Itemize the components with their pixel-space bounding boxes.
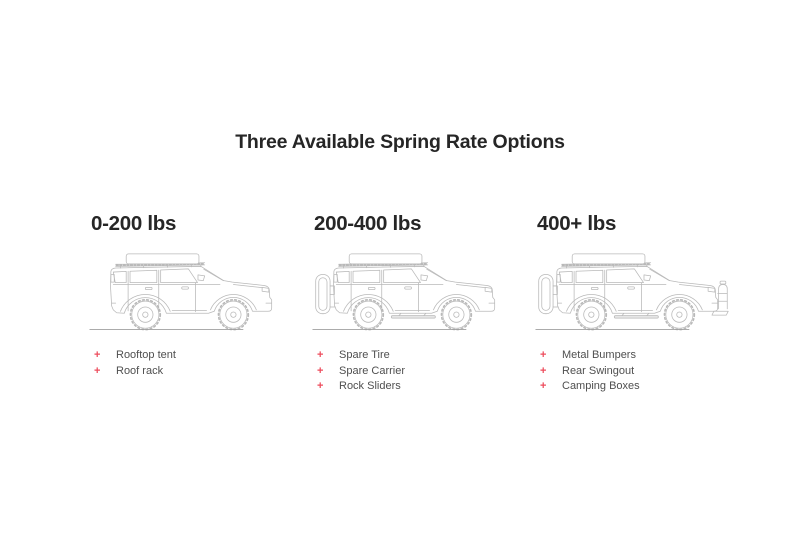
accessory-item-label: Camping Boxes (562, 380, 640, 392)
front-wheel (218, 300, 248, 330)
rooftop-tent (126, 254, 199, 264)
rock-sliders (391, 313, 435, 318)
accessory-item (94, 349, 287, 361)
plus-bullet-icon: + (94, 364, 101, 377)
accessory-item (540, 365, 733, 377)
accessory-list (86, 349, 287, 380)
plus-bullet-icon: + (317, 364, 324, 377)
spring-rate-option (532, 212, 733, 396)
accessory-item-label: Spare Carrier (339, 364, 406, 377)
suv-line-art (86, 240, 287, 336)
vehicle-illustration (532, 240, 733, 336)
weight-range-heading: 400+ lbs (537, 212, 617, 235)
rear-wheel (130, 300, 160, 330)
spring-rate-option (309, 212, 510, 396)
accessory-item-label: Rooftop tent (116, 349, 176, 361)
rear-wheel (576, 300, 606, 330)
weight-range-heading: 0-200 lbs (91, 212, 177, 235)
spare-tire (316, 274, 336, 313)
suv-line-art (532, 240, 733, 336)
accessory-item (540, 349, 733, 361)
plus-bullet-icon: + (94, 349, 101, 361)
weight-range-heading: 200-400 lbs (314, 212, 422, 235)
front-wheel (664, 300, 694, 330)
vehicle-illustration (86, 240, 287, 336)
front-wheel (441, 300, 471, 330)
plus-bullet-icon: + (317, 380, 324, 392)
accessory-item (317, 365, 510, 377)
vehicle-illustration (309, 240, 510, 336)
rooftop-tent (572, 254, 645, 264)
front-bumper (712, 281, 728, 315)
page-title: Three Available Spring Rate Options (235, 131, 565, 153)
accessory-item-label: Spare Tire (339, 349, 390, 361)
accessory-item (317, 349, 510, 361)
accessory-item-label: Metal Bumpers (562, 349, 636, 361)
accessory-item (317, 380, 510, 392)
spring-rate-columns (86, 212, 733, 396)
accessory-item (94, 365, 287, 377)
plus-bullet-icon: + (540, 364, 547, 377)
plus-bullet-icon: + (540, 349, 547, 361)
rooftop-tent (349, 254, 422, 264)
accessory-list (309, 349, 510, 396)
rock-sliders (614, 313, 658, 318)
spring-rate-option (86, 212, 287, 396)
accessory-item-label: Roof rack (116, 364, 164, 377)
accessory-item (540, 380, 733, 392)
accessory-item-label: Rear Swingout (562, 364, 635, 377)
plus-bullet-icon: + (540, 380, 547, 392)
plus-bullet-icon: + (317, 349, 324, 361)
spare-tire (539, 274, 559, 313)
suv-line-art (309, 240, 510, 336)
accessory-list (532, 349, 733, 396)
rear-wheel (353, 300, 383, 330)
accessory-item-label: Rock Sliders (339, 380, 401, 392)
